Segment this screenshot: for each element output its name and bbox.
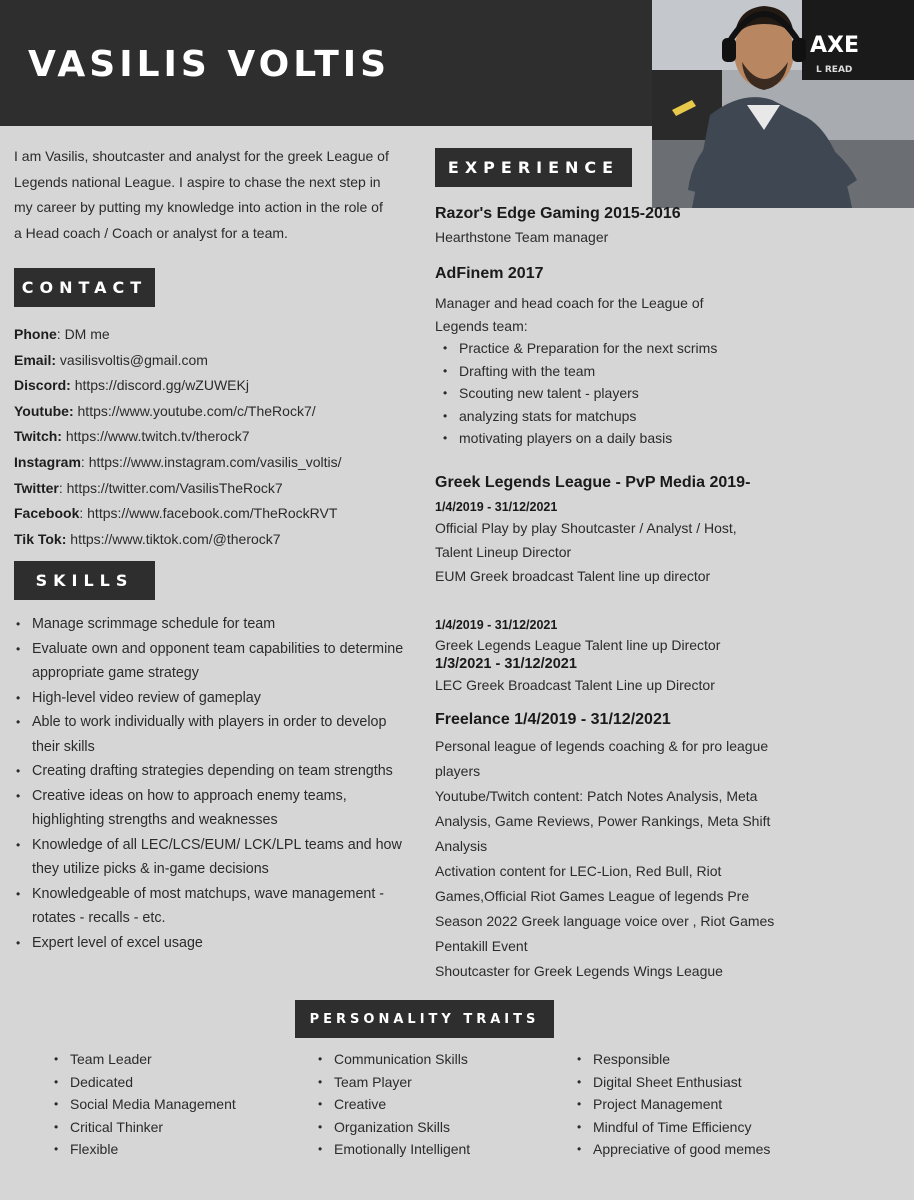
experience-gll: [435, 474, 835, 698]
skills-heading-text: SKILLS: [35, 571, 134, 590]
list-item: • Able to work individually with players in order to develop their skills: [14, 710, 409, 759]
list-item: • Flexible: [54, 1138, 236, 1161]
about-text: I am Vasilis, shoutcaster and analyst for the greek League of Legends national League. I aspire to chase the next step in my career by putting my knowledge into action in the role of a Head coach / Coach or analyst for a team.: [14, 148, 389, 241]
list-item: • Creating drafting strategies depending on team strengths: [14, 759, 409, 784]
experience-date: 1/3/2021 - 31/12/2021: [435, 656, 577, 672]
list-item: • Communication Skills: [318, 1048, 470, 1071]
experience-heading-text: EXPERIENCE: [447, 158, 620, 177]
contact-label: Instagram: [14, 453, 81, 470]
contact-label: Phone: [14, 326, 57, 342]
list-item: • Team Leader: [54, 1048, 236, 1071]
list-item: • analyzing stats for matchups: [435, 405, 835, 428]
contact-facebook: Facebook: https://www.facebook.com/TheRockRVT: [14, 505, 338, 522]
experience-heading: [435, 148, 632, 187]
list-item: • Appreciative of good memes: [577, 1138, 770, 1161]
contact-tiktok: [14, 527, 424, 553]
contact-instagram: Instagram: https://www.instagram.com/vasilis_voltis/: [14, 453, 342, 470]
contact-heading-text: CONTACT: [21, 278, 148, 297]
traits-column-2: [318, 1048, 470, 1161]
traits-column-1: [54, 1048, 236, 1161]
discord-link[interactable]: https://discord.gg/wZUWEKj: [74, 377, 249, 394]
skills-heading: [14, 561, 155, 600]
list-item: • Dedicated: [54, 1071, 236, 1094]
contact-label: Tik Tok:: [14, 530, 67, 547]
contact-youtube: [14, 399, 424, 425]
experience-line: Personal league of legends coaching & for pro league players: [435, 738, 769, 779]
list-item: • Project Management: [577, 1093, 770, 1116]
list-item: • Manage scrimmage schedule for team: [14, 612, 409, 637]
facebook-link[interactable]: https://www.facebook.com/TheRockRVT: [87, 505, 338, 522]
experience-line: LEC Greek Broadcast Talent Line up Director: [435, 677, 715, 693]
traits-heading-text: PERSONALITY TRAITS: [309, 1011, 540, 1027]
list-item: • Knowledge of all LEC/LCS/EUM/ LCK/LPL teams and how they utilize picks & in-game decisions: [14, 833, 409, 882]
experience-title: Greek Legends League - PvP Media 2019-: [435, 474, 751, 491]
experience-title: Razor's Edge Gaming 2015-2016: [435, 205, 681, 222]
contact-label: Twitter: [14, 479, 59, 496]
twitch-link[interactable]: https://www.twitch.tv/therock7: [65, 428, 250, 445]
experience-bullets: [435, 337, 835, 450]
contact-value: DM me: [64, 326, 110, 342]
experience-date: 1/4/2019 - 31/12/2021: [435, 618, 558, 632]
list-item: • Creative: [318, 1093, 470, 1116]
list-item: • Digital Sheet Enthusiast: [577, 1071, 770, 1094]
list-item: • Creative ideas on how to approach enemy teams, highlighting strengths and weaknesses: [14, 784, 409, 833]
tiktok-link[interactable]: https://www.tiktok.com/@therock7: [70, 530, 281, 547]
experience-line: Youtube/Twitch content: Patch Notes Analysis, Meta Analysis, Game Reviews, Power Rankings, Meta Shift Analysis: [435, 788, 771, 854]
contact-label: Facebook: [14, 505, 80, 522]
contact-twitch: [14, 424, 424, 450]
list-item: • motivating players on a daily basis: [435, 427, 835, 450]
list-item: • Organization Skills: [318, 1116, 470, 1139]
traits-heading: [295, 1000, 554, 1038]
list-item: • Scouting new talent - players: [435, 382, 835, 405]
experience-line: Activation content for LEC-Lion, Red Bull, Riot Games,Official Riot Games League of legends Pre Season 2022 Greek language voice over , Riot Games Pentakill Event: [435, 863, 775, 954]
experience-razor: [435, 205, 835, 250]
profile-photo: [652, 0, 914, 208]
experience-role: Hearthstone Team manager: [435, 229, 609, 245]
contact-phone: Phone: DM me: [14, 326, 110, 342]
traits-column-3: [577, 1048, 770, 1161]
contact-list: [14, 322, 424, 552]
contact-label: Email:: [14, 351, 57, 368]
contact-twitter: Twitter: https://twitter.com/VasilisTheRock7: [14, 479, 283, 496]
contact-email: [14, 348, 424, 374]
experience-title: AdFinem 2017: [435, 265, 544, 282]
twitter-link[interactable]: https://twitter.com/VasilisTheRock7: [66, 479, 283, 496]
list-item: • Evaluate own and opponent team capabilities to determine appropriate game strategy: [14, 637, 409, 686]
contact-label: Youtube:: [14, 402, 74, 419]
experience-line: Shoutcaster for Greek Legends Wings League: [435, 963, 723, 979]
list-item: • High-level video review of gameplay: [14, 686, 409, 711]
contact-label: Discord:: [14, 377, 71, 394]
list-item: • Critical Thinker: [54, 1116, 236, 1139]
instagram-link[interactable]: https://www.instagram.com/vasilis_voltis/: [88, 453, 342, 470]
list-item: • Emotionally Intelligent: [318, 1138, 470, 1161]
experience-freelance: [435, 711, 835, 984]
experience-title: Freelance 1/4/2019 - 31/12/2021: [435, 711, 671, 728]
experience-line: EUM Greek broadcast Talent line up director: [435, 568, 711, 584]
skills-list: [14, 612, 409, 955]
list-item: • Responsible: [577, 1048, 770, 1071]
list-item: • Expert level of excel usage: [14, 931, 409, 956]
list-item: • Drafting with the team: [435, 360, 835, 383]
experience-adfinem: [435, 265, 835, 450]
name-title: VASILIS VOLTIS: [28, 44, 391, 85]
experience-desc: Manager and head coach for the League of Legends team:: [435, 295, 704, 334]
list-item: • Knowledgeable of most matchups, wave management - rotates - recalls - etc.: [14, 882, 409, 931]
list-item: • Social Media Management: [54, 1093, 236, 1116]
photo-banner-subtext: L READ: [816, 65, 853, 75]
contact-discord: [14, 373, 424, 399]
experience-line: Greek Legends League Talent line up Director: [435, 637, 721, 653]
photo-banner-text: AXE: [810, 33, 860, 58]
list-item: • Team Player: [318, 1071, 470, 1094]
contact-label: Twitch:: [14, 428, 62, 445]
contact-heading: [14, 268, 155, 307]
email-link[interactable]: vasilisvoltis@gmail.com: [59, 351, 208, 368]
list-item: • Mindful of Time Efficiency: [577, 1116, 770, 1139]
list-item: • Practice & Preparation for the next scrims: [435, 337, 835, 360]
experience-line: Official Play by play Shoutcaster / Analyst / Host, Talent Lineup Director: [435, 520, 737, 560]
youtube-link[interactable]: https://www.youtube.com/c/TheRock7/: [77, 402, 316, 419]
experience-date: 1/4/2019 - 31/12/2021: [435, 500, 558, 514]
